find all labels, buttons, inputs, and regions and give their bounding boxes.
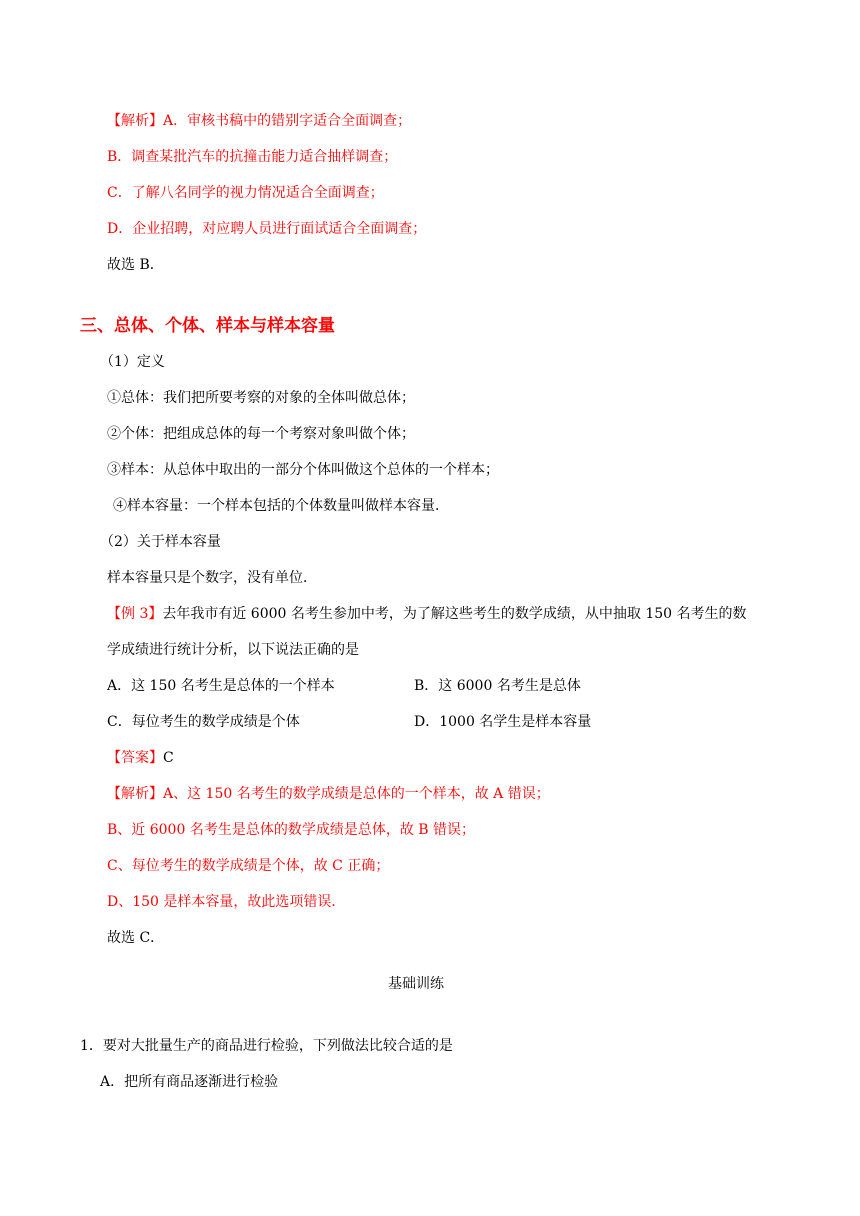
analysis2-tag: 【解析】 [107,786,163,802]
definition-individual: ②个体：把组成总体的每一个考察对象叫做个体； [107,426,415,442]
training-title: 基础训练 [388,976,444,992]
analysis1-line-b: B．调查某批汽车的抗撞击能力适合抽样调查； [107,149,398,165]
analysis2-line-c: C、每位考生的数学成绩是个体，故 C 正确； [107,858,390,874]
analysis1-line-d: D．企业招聘，对应聘人员进行面试适合全面调查； [107,221,427,237]
analysis1-tag: 【解析】 [107,113,163,129]
definition-population: ①总体：我们把所要考察的对象的全体叫做总体； [107,390,415,406]
example3-question-line1 [107,604,747,624]
example3-option-a: A．这 150 名考生是总体的一个样本 [107,678,335,694]
analysis2-conclusion: 故选 C． [107,930,165,946]
example3-option-b: B．这 6000 名考生是总体 [414,678,581,694]
example3-question-line2: 学成绩进行统计分析，以下说法正确的是 [107,642,359,658]
about-sample-size-title: （2）关于样本容量 [100,534,221,550]
analysis1-first-line [107,111,411,131]
analysis1-line-c: C．了解八名同学的视力情况适合全面调查； [107,185,384,201]
analysis2-first-line [107,784,550,804]
example3-answer: C [163,750,174,766]
about-sample-size-text: 样本容量只是个数字，没有单位． [107,570,317,586]
example3-answer-line [107,748,174,768]
example3-answer-tag: 【答案】 [107,750,163,766]
training-question-1-option-a: A．把所有商品逐渐进行检验 [100,1074,279,1090]
example3-option-d: D．1000 名学生是样本容量 [414,714,592,730]
definition-sample-size: ④样本容量：一个样本包括的个体数量叫做样本容量． [113,498,449,514]
analysis1-line-a: A．审核书稿中的错别字适合全面调查； [163,113,412,129]
definition-title: （1）定义 [100,354,165,370]
example3-tag: 【例 3】 [107,606,163,622]
analysis2-line-d: D、150 是样本容量，故此选项错误． [107,894,346,910]
section3-heading: 三、总体、个体、样本与样本容量 [80,316,335,336]
example3-option-c: C．每位考生的数学成绩是个体 [107,714,300,730]
example3-question-text1: 去年我市有近 6000 名考生参加中考，为了解这些考生的数学成绩，从中抽取 150 名考生的数 [162,606,747,622]
analysis2-line-b: B、近 6000 名考生是总体的数学成绩是总体，故 B 错误； [107,822,476,838]
analysis2-line-a: A、这 150 名考生的数学成绩是总体的一个样本，故 A 错误； [163,786,550,802]
training-question-1: 1．要对大批量生产的商品进行检验，下列做法比较合适的是 [80,1038,453,1054]
definition-sample: ③样本：从总体中取出的一部分个体叫做这个总体的一个样本； [107,462,499,478]
analysis1-conclusion: 故选 B． [107,257,164,273]
